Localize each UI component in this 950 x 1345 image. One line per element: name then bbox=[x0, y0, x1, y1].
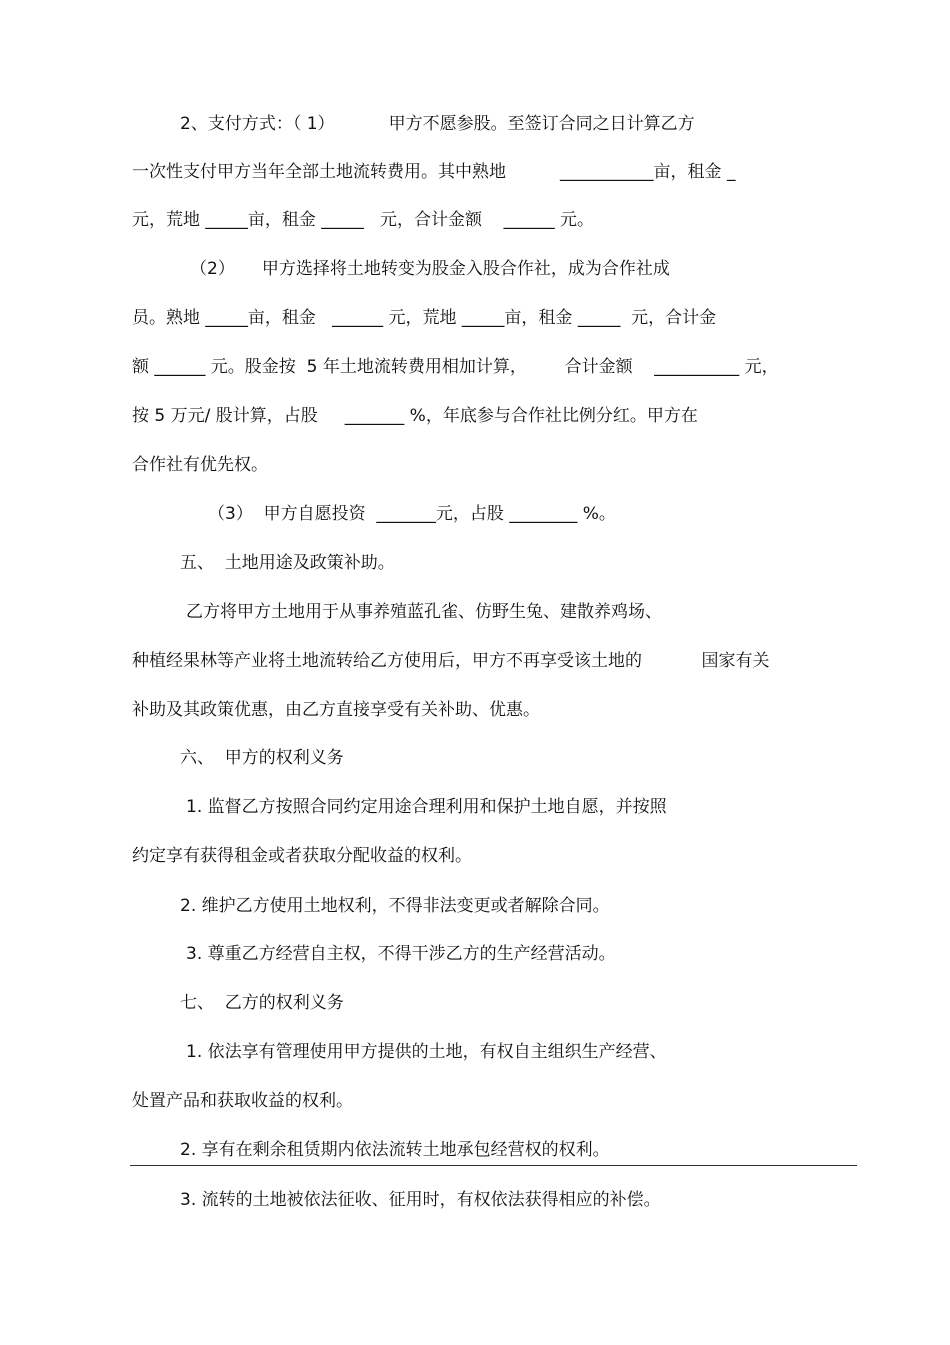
section-heading: 六、 甲方的权利义务 bbox=[180, 748, 344, 768]
text-line: 处置产品和获取收益的权利。 bbox=[132, 1091, 353, 1111]
text-line: 2. 享有在剩余租赁期内依法流转土地承包经营权的权利。 bbox=[180, 1140, 610, 1160]
text-line: 3. 尊重乙方经营自主权，不得干涉乙方的生产经营活动。 bbox=[186, 944, 616, 964]
section-heading: 七、 乙方的权利义务 bbox=[180, 993, 344, 1013]
text-line: 2. 维护乙方使用土地权利，不得非法变更或者解除合同。 bbox=[180, 896, 610, 916]
text-line: 1. 依法享有管理使用甲方提供的土地，有权自主组织生产经营、 bbox=[186, 1042, 667, 1062]
horizontal-rule bbox=[130, 1165, 857, 1166]
text-line: 3. 流转的土地被依法征收、征用时，有权依法获得相应的补偿。 bbox=[180, 1190, 661, 1210]
text-line: 约定享有获得租金或者获取分配收益的权利。 bbox=[132, 846, 472, 866]
text-line: （3） 甲方自愿投资 _______元，占股 ________ %。 bbox=[208, 504, 616, 524]
text-line: 额 ______ 元。股金按 5 年土地流转费用相加计算， 合计金额 __________ 元， bbox=[132, 357, 779, 377]
text-line: 补助及其政策优惠，由乙方直接享受有关补助、优惠。 bbox=[132, 700, 540, 720]
text-line: 1. 监督乙方按照合同约定用途合理利用和保护土地自愿，并按照 bbox=[186, 797, 667, 817]
text-line: 按 5 万元/ 股计算，占股 _______ %，年底参与合作社比例分红。甲方在 bbox=[132, 406, 698, 426]
text-line: 种植经果林等产业将土地流转给乙方使用后，甲方不再享受该土地的 国家有关 bbox=[132, 651, 770, 671]
section-heading: 五、 土地用途及政策补助。 bbox=[180, 553, 395, 573]
text-line: 合作社有优先权。 bbox=[132, 455, 268, 475]
text-line: 元，荒地 _____亩，租金 _____ 元，合计金额 ______ 元。 bbox=[132, 210, 595, 230]
text-line: （2） 甲方选择将土地转变为股金入股合作社，成为合作社成 bbox=[190, 259, 670, 279]
text-line: 2、支付方式：（ 1） 甲方不愿参股。至签订合同之日计算乙方 bbox=[180, 114, 695, 134]
text-line: 乙方将甲方土地用于从事养殖蓝孔雀、仿野生兔、建散养鸡场、 bbox=[186, 602, 662, 622]
text-line: 一次性支付甲方当年全部土地流转费用。其中熟地 ___________亩，租金 _ bbox=[132, 162, 736, 182]
text-line: 员。熟地 _____亩，租金 ______ 元，荒地 _____亩，租金 _____ 元，合计金 bbox=[132, 308, 717, 328]
